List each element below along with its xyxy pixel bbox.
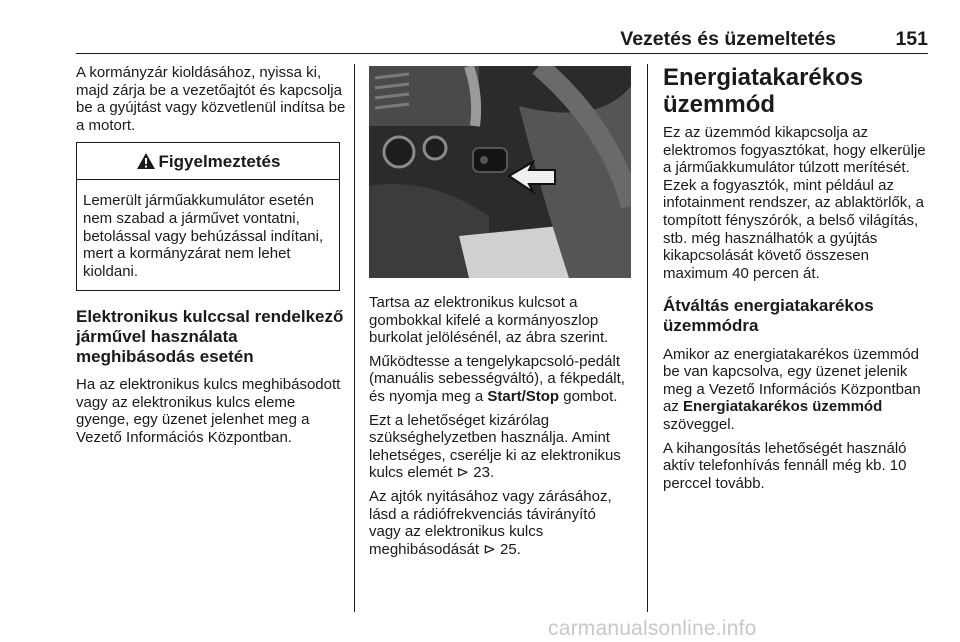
warning-triangle-icon [136,152,156,170]
column-3 [663,64,933,498]
instruction-paragraph-4: Az ajtók nyitásához vagy zárásához, lásd a rádiófrekvenciás távirányító vagy az elektronikus kulcs meghibásodását ⊳ 25. [369,487,612,558]
column-divider-2 [647,64,648,612]
steering-column-photo [369,66,631,278]
instruction-paragraph-2: Működtesse a tengelykapcsoló-pedált (manuális sebességváltó), a fékpedált, és nyomja meg a Start/Stop gombot. [369,352,625,405]
start-stop-label: Start/Stop [487,387,560,405]
instruction-paragraph-1: Tartsa az elektronikus kulcsot a gombokkal kifelé a kormányoszlop burkolat jelölésénél, az ábra szerint. [369,294,609,347]
header-title: Vezetés és üzemeltetés [620,28,836,50]
column-divider-1 [354,64,355,612]
intro-paragraph: A kormányzár kioldásához, nyissa ki, majd zárja be a vezetőajtót és kapcsolja be a gyújtást vagy közvetlenül indítsa be a motort. [76,64,346,134]
page-ref-25: 25. [500,540,521,558]
switch-to-energy-saving-heading: Átváltás energiatakarékos üzemmódra [663,296,874,335]
warning-text: Lemerült járműakkumulátor esetén nem szabad a járművet vontatni, betolással vagy behúzással indítani, mert a kormányzárat nem lehet kioldani. [83,192,324,280]
page-ref-arrow-icon: ⊳ [483,540,496,558]
energy-saving-heading: Energiatakarékos üzemmód [663,64,864,118]
watermark: carmanualsonline.info [548,617,757,640]
page-header [76,28,928,52]
warning-header [77,143,339,180]
page-ref-23: 23. [473,464,495,482]
section-paragraph-ekey: Ha az elektronikus kulcs meghibásodott vagy az elektronikus kulcs eleme gyenge, egy üzenet jelenhet meg a Vezető Információs Központban. [76,376,341,446]
header-rule [76,53,928,54]
page-number: 151 [895,28,928,50]
phone-call-paragraph: A kihangosítás lehetőségét használó aktív telefonhívás fennáll még kb. 10 perccel tovább. [663,439,907,492]
energy-saving-mode-label: Energiatakarékos üzemmód [683,398,883,416]
page-ref-arrow-icon: ⊳ [456,464,470,482]
column-2 [369,64,631,564]
warning-title: Figyelmeztetés [158,151,281,171]
energy-saving-message-paragraph: Amikor az energiatakarékos üzemmód be van kapcsolva, egy üzenet jelenik meg a Vezető Információs Központban az Energiatakarékos üzemmód szöveggel. [663,345,921,433]
instruction-paragraph-3: Ezt a lehetőséget kizárólag szükséghelyzetben használja. Amint lehetséges, cserélje ki az elektronikus kulcs elemét ⊳ 23. [369,411,621,482]
energy-saving-paragraph: Ez az üzemmód kikapcsolja az elektromos fogyasztókat, hogy elkerülje a járműakkumulátor túlzott merítését. Ezek a fogyasztók, mint például az infotainment rendszer, az ablaktörlők, a tompított fényszórók, a belső világítás, stb. még használhatók a gyújtás kikapcsolását követő összesen maximum 40 percen át. [663,124,926,282]
section-heading-ekey: Elektronikus kulccsal rendelkező járművel használata meghibásodás esetén [76,307,344,366]
column-1 [76,64,346,453]
warning-box [76,142,340,291]
